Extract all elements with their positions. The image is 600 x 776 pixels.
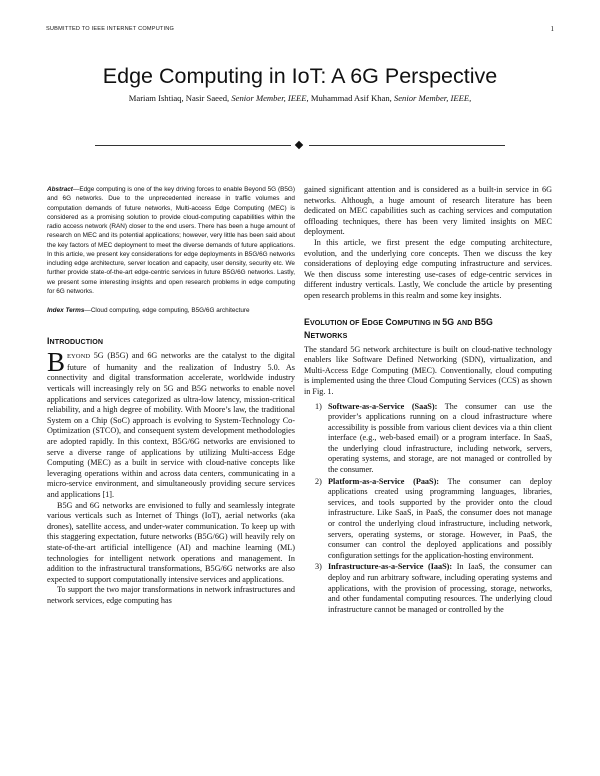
list-item-paas: 2) Platform-as-a-Service (PaaS): The consumer can deploy applications created using programming languages, libraries, services, and tools supported by the provider onto the cloud infrastructure. Like SaaS, in PaaS, the consumer does not manage or control the underlying cloud infrastructure, including network, servers, operating systems, or storage. However, in PaaS, the consumer can control the deployed applications and possibly configuration settings for the application-hosting environment. bbox=[315, 476, 552, 560]
divider-line-left bbox=[95, 145, 291, 146]
abstract bbox=[47, 185, 295, 296]
list-item-saas: 1) Software-as-a-Service (SaaS): The consumer can use the provider’s applications running on a cloud infrastructure where accessibility is possible from various client devices via a thin client interface (e.g., web-based email) or a program interface. In SaaS, the underlying cloud infrastructure, including network, servers, operating systems, and storage, are not managed or controlled by the consumer. bbox=[315, 401, 552, 475]
running-head: SUBMITTED TO IEEE INTERNET COMPUTING bbox=[46, 26, 175, 32]
intro-paragraph-2: B5G and 6G networks are envisioned to fully and seamlessly integrate various verticals such as Internet of Things (IoT), aerial networks (aka drones), satellite access, and under-water communication. To keep up with this staggering expectation, future networks (B5G/6G) will heavily rely on state-of-the-art artificial intelligence (AI) and machine learning (ML) technologies for intelligent network operations and management. In addition to the infrastructural transformations, B5G/6G networks are also expected to support computationally intensive services and applications. bbox=[47, 500, 295, 584]
intro-capword: EYOND bbox=[67, 353, 91, 361]
right-column bbox=[304, 185, 552, 616]
index-terms-label: Index Terms bbox=[47, 307, 85, 314]
diamond-ornament-icon bbox=[295, 141, 303, 149]
index-terms bbox=[47, 306, 295, 315]
intro-roadmap-paragraph: In this article, we first present the edge computing architecture, evolution, and the underlying core concepts. Then we discuss the key considerations of deploying edge computing infrastructure and services. We then discuss some interesting use-cases of edge-centric services in different industry verticals. Lastly, We conclude the article by presenting open research problems in this realm and some key insights. bbox=[304, 237, 552, 300]
intro-continued-paragraph: gained significant attention and is considered as a built-in service in 6G networks. Although, a huge amount of research literature has been dedicated on MEC capabilities such as caching services and computation offloading techniques, there has been very limited insights on MEC deployment. bbox=[304, 185, 552, 237]
abstract-text: —Edge computing is one of the key driving forces to enable Beyond 5G (B5G) and 6G networks. Due to the unprecedented increase in traffic volumes and computation demands of future networks, Multi-access Edge Computing (MEC) is considered as a promising solution to provide cloud-computing capabilities within the radio access network (RAN) closer to the end users. There has been a huge amount of research on MEC and its potential applications; however, very little has been said about the key factors of MEC deployment to meet the diverse demands of future applications. In this article, we present key considerations for edge deployments in B5G/6G networks including edge architecture, server location and capacity, user density, security etc. We further provide state-of-the-art edge-centric services in future B5G/6G networks. Lastly, we present some interesting insights and open research problems in edge computing for 6G networks. bbox=[47, 186, 295, 295]
page-number: 1 bbox=[550, 25, 554, 33]
section-heading-introduction: INTRODUCTION bbox=[47, 336, 104, 347]
author-list bbox=[0, 93, 600, 103]
evolution-paragraph-1: The standard 5G network architecture is built on cloud-native technology enablers like Software Defined Networking (SDN), virtualization, and Multi-Access Edge Computing (MEC). Conventionally, cloud computing is implemented using the three Cloud Computing Services (CCS) as shown in Fig. 1. bbox=[304, 344, 552, 396]
intro-paragraph-1: BEYOND 5G (B5G) and 6G networks are the catalyst to the digital future of humanity and the realization of Industry 5.0. As connectivity and digital transformation accelerate, worldwide industry verticals will increasingly rely on 5G and B5G networks to enable novel applications and services categorized as ultra-low latency, mission-critical reliability, and a high degree of mobility. With Moore’s law, the traditional System on a Chip (SoC) approach is evolving to System-Technology Co-Optimization (STCO), and consequent system development methodologies are adopted rapidly. In this context, B5G/6G networks are envisioned to serve a diverse range of applications by utilizing Multi-access Edge Computing (MEC) as a built in service with cloud-native concepts like leveraging operations within and across data centers, communicating in a micro-service environment, and simultaneously providing secure services and applications [1]. bbox=[47, 347, 295, 499]
intro-paragraph-3: To support the two major transformations in network infrastructures and network services, edge computing has bbox=[47, 585, 295, 605]
index-terms-text: —Cloud computing, edge computing, B5G/6G architecture bbox=[84, 307, 250, 314]
title-divider bbox=[95, 141, 505, 151]
left-column bbox=[47, 185, 295, 607]
author-names-1: Mariam Ishtiaq, Nasir Saeed, bbox=[128, 93, 232, 103]
drop-cap: B bbox=[47, 347, 66, 378]
author-role-1: Senior Member, IEEE bbox=[231, 93, 307, 103]
divider-line-right bbox=[309, 145, 505, 146]
abstract-label: Abstract bbox=[47, 186, 73, 193]
author-names-2: , Muhammad Asif Khan, bbox=[306, 93, 394, 103]
cloud-service-list bbox=[304, 402, 552, 616]
paper-title: Edge Computing in IoT: A 6G Perspective bbox=[102, 64, 498, 89]
author-role-2: Senior Member, IEEE, bbox=[393, 93, 472, 103]
section-heading-evolution: EVOLUTION OF EDGE COMPUTING IN 5G AND B5G NETWORKS bbox=[304, 316, 493, 340]
list-item-iaas: 3) Infrastructure-as-a-Service (IaaS): In IaaS, the consumer can deploy and run arbitrary software, including operating systems and applications, with the provision of processing, storage, networks, and other fundamental computing resources. The underlying cloud infrastructure cannot be managed or controlled by the bbox=[315, 562, 552, 614]
